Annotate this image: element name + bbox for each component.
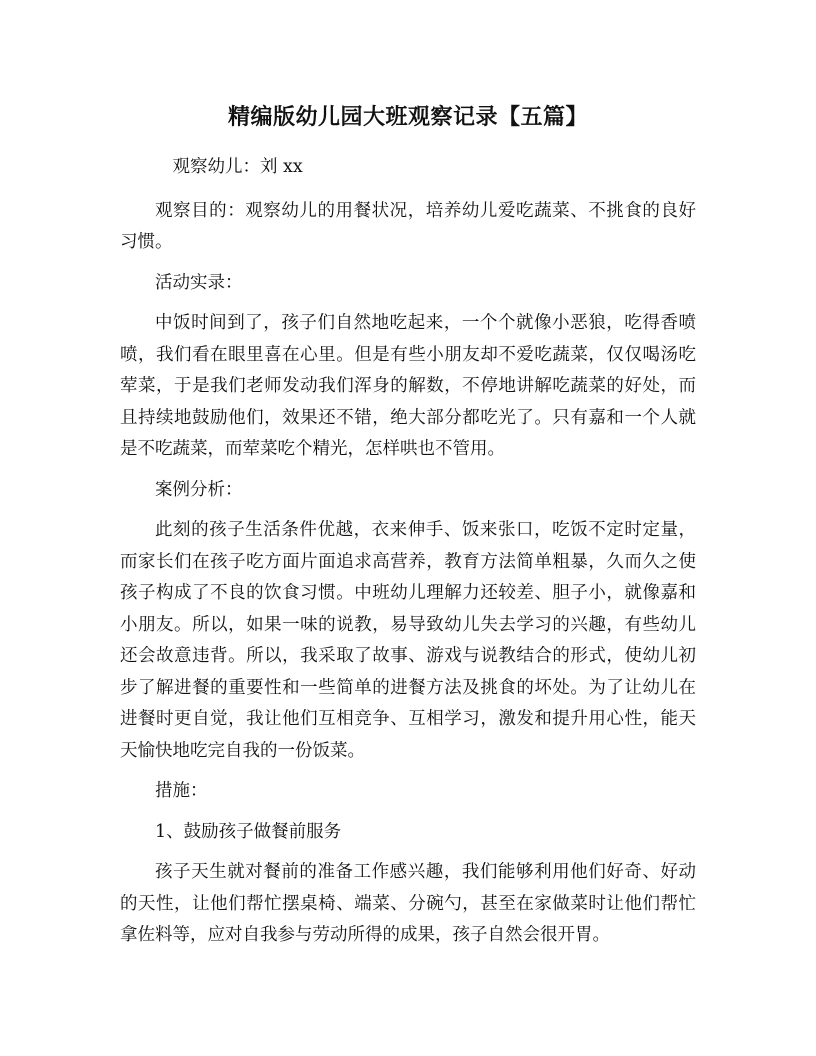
measure-1-heading: 1、鼓励孩子做餐前服务 bbox=[155, 821, 342, 842]
case-analysis-heading: 案例分析： bbox=[155, 479, 243, 500]
document-body bbox=[120, 152, 696, 961]
observed-child-line: 观察幼儿：刘 xx bbox=[172, 157, 303, 177]
document-title: 精编版幼儿园大班观察记录【五篇】 bbox=[227, 105, 588, 130]
measures-heading: 措施： bbox=[155, 781, 208, 801]
measure-1-paragraph: 孩子天生就对餐前的准备工作感兴趣，我们能够利用他们好奇、好动的天性，让他们帮忙摆桌椅、端菜、分碗勺，甚至在家做菜时让他们帮忙拿佐料等，应对自我参与劳动所得的成果，孩子自然会很开胃。 bbox=[120, 862, 696, 945]
case-analysis-paragraph: 此刻的孩子生活条件优越，衣来伸手、饭来张口，吃饭不定时定量，而家长们在孩子吃方面片面追求高营养，教育方法简单粗暴，久而久之使孩子构成了不良的饮食习惯。中班幼儿理解力还较差、胆子小，就像嘉和小朋友。所以，如果一味的说教，易导致幼儿失去学习的兴趣，有些幼儿还会故意违背。所以，我采取了故事、游戏与说教结合的形式，使幼儿初步了解进餐的重要性和一些简单的进餐方法及挑食的坏处。为了让幼儿在进餐时更自觉，我让他们互相竞争、互相学习，激发和提升用心性，能天天愉快地吃完自我的一份饭菜。 bbox=[120, 520, 696, 761]
activity-record-paragraph: 中饭时间到了，孩子们自然地吃起来，一个个就像小恶狼，吃得香喷喷，我们看在眼里喜在心里。但是有些小朋友却不爱吃蔬菜，仅仅喝汤吃荤菜，于是我们老师发动我们浑身的解数，不停地讲解吃蔬菜的好处，而且持续地鼓励他们，效果还不错，绝大部分都吃光了。只有嘉和一个人就是不吃蔬菜，而荤菜吃个精光，怎样哄也不管用。 bbox=[120, 313, 696, 459]
activity-record-heading: 活动实录： bbox=[155, 272, 243, 293]
observation-purpose-paragraph: 观察目的：观察幼儿的用餐状况，培养幼儿爱吃蔬菜、不挑食的良好习惯。 bbox=[120, 200, 696, 252]
